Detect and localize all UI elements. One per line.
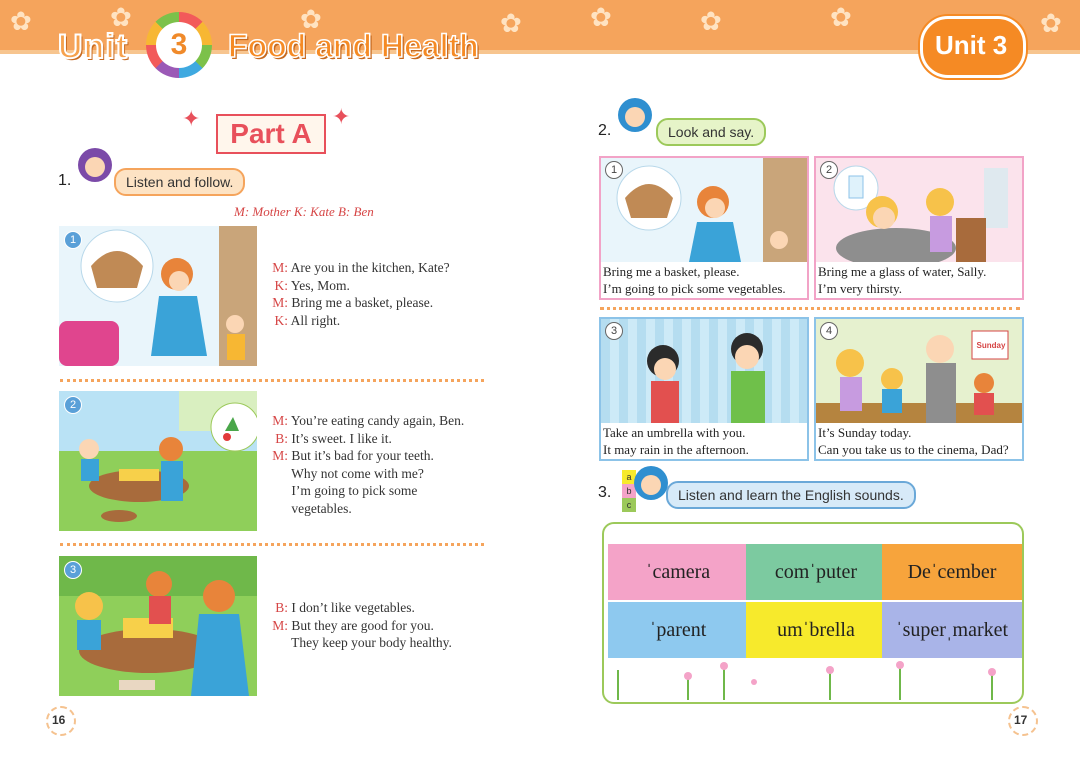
caption-line: Take an umbrella with you. xyxy=(603,425,746,440)
caption-line: It may rain in the afternoon. xyxy=(603,442,749,457)
scene-1-badge: 1 xyxy=(64,231,82,249)
bird-icon: ✦ xyxy=(332,104,351,129)
dialog-text: Bring me a basket, please. xyxy=(291,295,434,310)
sound-word-cell: ˈparent xyxy=(608,602,748,658)
section-2-number: 2. xyxy=(598,122,612,139)
dotted-divider xyxy=(60,379,484,382)
flower-decoration-icon: ✿ xyxy=(830,2,852,32)
scene-3-dialog xyxy=(270,599,452,652)
dialog-text: I don’t like vegetables. xyxy=(291,600,415,615)
panel-3 xyxy=(599,317,809,461)
section-1-number: 1. xyxy=(58,172,72,189)
dialog-line xyxy=(270,294,450,312)
dialog-text: vegetables. xyxy=(291,500,352,516)
child-mascot-icon xyxy=(634,466,668,500)
dialog-line xyxy=(270,430,464,448)
page-number-left: 16 xyxy=(52,713,66,727)
letter-block: b xyxy=(622,484,636,498)
caption-line: Bring me a basket, please. xyxy=(603,264,740,279)
letter-block: a xyxy=(622,470,636,484)
sound-word-cell: umˈbrella xyxy=(746,602,886,658)
section-2-instruction: Look and say. xyxy=(656,118,766,146)
dialog-text: It’s sweet. I like it. xyxy=(291,430,392,446)
dialog-text: Are you in the kitchen, Kate? xyxy=(290,260,450,275)
section-1-instruction: Listen and follow. xyxy=(114,168,245,196)
garden-illustration xyxy=(59,391,257,531)
speaker-label: K: xyxy=(274,312,288,328)
unit-title: Food and Health xyxy=(228,28,479,64)
dialog-line xyxy=(270,259,450,277)
speaker-label: M: xyxy=(272,413,288,428)
dialog-text: They keep your body healthy. xyxy=(291,635,452,650)
scene-3-picture xyxy=(59,556,257,696)
dialog-text: You’re eating candy again, Ben. xyxy=(290,413,465,428)
dialog-line xyxy=(270,482,464,500)
speaker-label: B: xyxy=(275,430,288,446)
bird-icon: ✦ xyxy=(182,106,201,131)
caption-line: I’m very thirsty. xyxy=(818,281,902,296)
dialog-line xyxy=(270,277,450,295)
panel-4-caption xyxy=(818,424,1009,458)
sound-word-cell: Deˈcember xyxy=(882,544,1022,600)
flower-decoration-icon: ✿ xyxy=(300,4,322,34)
section-3-number: 3. xyxy=(598,484,612,501)
sound-word-cell: comˈputer xyxy=(746,544,886,600)
scene-1-picture xyxy=(59,226,257,366)
speaker-label: M: xyxy=(272,448,288,463)
flower-decoration-icon: ✿ xyxy=(590,2,612,32)
dialog-text: But they are good for you. xyxy=(291,617,434,633)
dialog-text: I’m going to pick some xyxy=(291,483,418,498)
dialog-text: But it’s bad for your teeth. xyxy=(291,448,434,463)
page-number-right: 17 xyxy=(1014,713,1028,727)
unit-number-badge xyxy=(146,12,212,78)
letter-blocks xyxy=(622,470,636,512)
speaker-label: B: xyxy=(275,600,288,615)
dialog-line xyxy=(270,500,464,518)
scene-2-dialog xyxy=(270,412,464,517)
child-mascot-icon xyxy=(78,148,112,182)
sound-word-cell: ˈcamera xyxy=(608,544,748,600)
part-label: Part A xyxy=(216,114,326,154)
letter-block: c xyxy=(622,498,636,512)
flowers-decoration xyxy=(604,660,1022,700)
panel-2-badge: 2 xyxy=(820,161,838,179)
dialog-line xyxy=(270,599,452,617)
dialog-line xyxy=(270,412,464,430)
panel-1-picture xyxy=(601,158,807,262)
unit-badge-text: Unit 3 xyxy=(935,30,1008,60)
panel-4-badge: 4 xyxy=(820,322,838,340)
unit-word: Unit xyxy=(58,28,129,66)
panel-3-badge: 3 xyxy=(605,322,623,340)
panel-1 xyxy=(599,156,809,300)
caption-line: I’m going to pick some vegetables. xyxy=(603,281,786,296)
sound-word-cell: ˈsuperˌmarket xyxy=(882,602,1022,658)
dotted-divider xyxy=(600,307,1020,310)
speaker-label: M: xyxy=(272,260,288,275)
dialog-line xyxy=(270,447,464,465)
dialog-line xyxy=(270,465,464,483)
kitchen-illustration xyxy=(59,226,257,366)
unit-number: 3 xyxy=(170,28,188,61)
panel-1-badge: 1 xyxy=(605,161,623,179)
dialog-text: Why not come with me? xyxy=(291,465,424,481)
panel-3-caption xyxy=(603,424,749,458)
caption-line: It’s Sunday today. xyxy=(818,425,912,440)
dialog-text: All right. xyxy=(290,312,341,328)
child-mascot-icon xyxy=(618,98,652,132)
scene-1-dialog xyxy=(270,259,450,329)
panel-4 xyxy=(814,317,1024,461)
unit-badge-right xyxy=(920,16,1026,78)
scene-2-badge: 2 xyxy=(64,396,82,414)
flower-decoration-icon: ✿ xyxy=(700,6,722,36)
dialog-line xyxy=(270,617,452,635)
dialog-line xyxy=(270,312,450,330)
speaker-label: K: xyxy=(274,277,288,293)
flower-decoration-icon: ✿ xyxy=(500,8,522,38)
flower-decoration-icon: ✿ xyxy=(110,2,132,32)
sunday-calendar-sign: Sunday xyxy=(976,341,1006,350)
panel-3-picture xyxy=(601,319,807,423)
panel-2-caption xyxy=(818,263,986,297)
dialog-line xyxy=(270,634,452,652)
sounds-table-frame xyxy=(602,522,1024,704)
vegetables-illustration xyxy=(59,556,257,696)
caption-line: Can you take us to the cinema, Dad? xyxy=(818,442,1009,457)
dialog-text: Yes, Mom. xyxy=(290,277,350,293)
flower-decoration-icon: ✿ xyxy=(1040,8,1062,38)
caption-line: Bring me a glass of water, Sally. xyxy=(818,264,987,279)
speaker-legend: M: Mother K: Kate B: Ben xyxy=(234,204,374,219)
panel-1-caption xyxy=(603,263,786,297)
speaker-label: M: xyxy=(272,617,288,633)
scene-3-badge: 3 xyxy=(64,561,82,579)
panel-4-picture xyxy=(816,319,1022,423)
speaker-label: M: xyxy=(272,295,288,310)
flower-decoration-icon: ✿ xyxy=(10,6,32,36)
section-3-instruction: Listen and learn the English sounds. xyxy=(666,481,916,509)
dotted-divider xyxy=(60,543,484,546)
panel-2 xyxy=(814,156,1024,300)
panel-2-picture xyxy=(816,158,1022,262)
scene-2-picture xyxy=(59,391,257,531)
